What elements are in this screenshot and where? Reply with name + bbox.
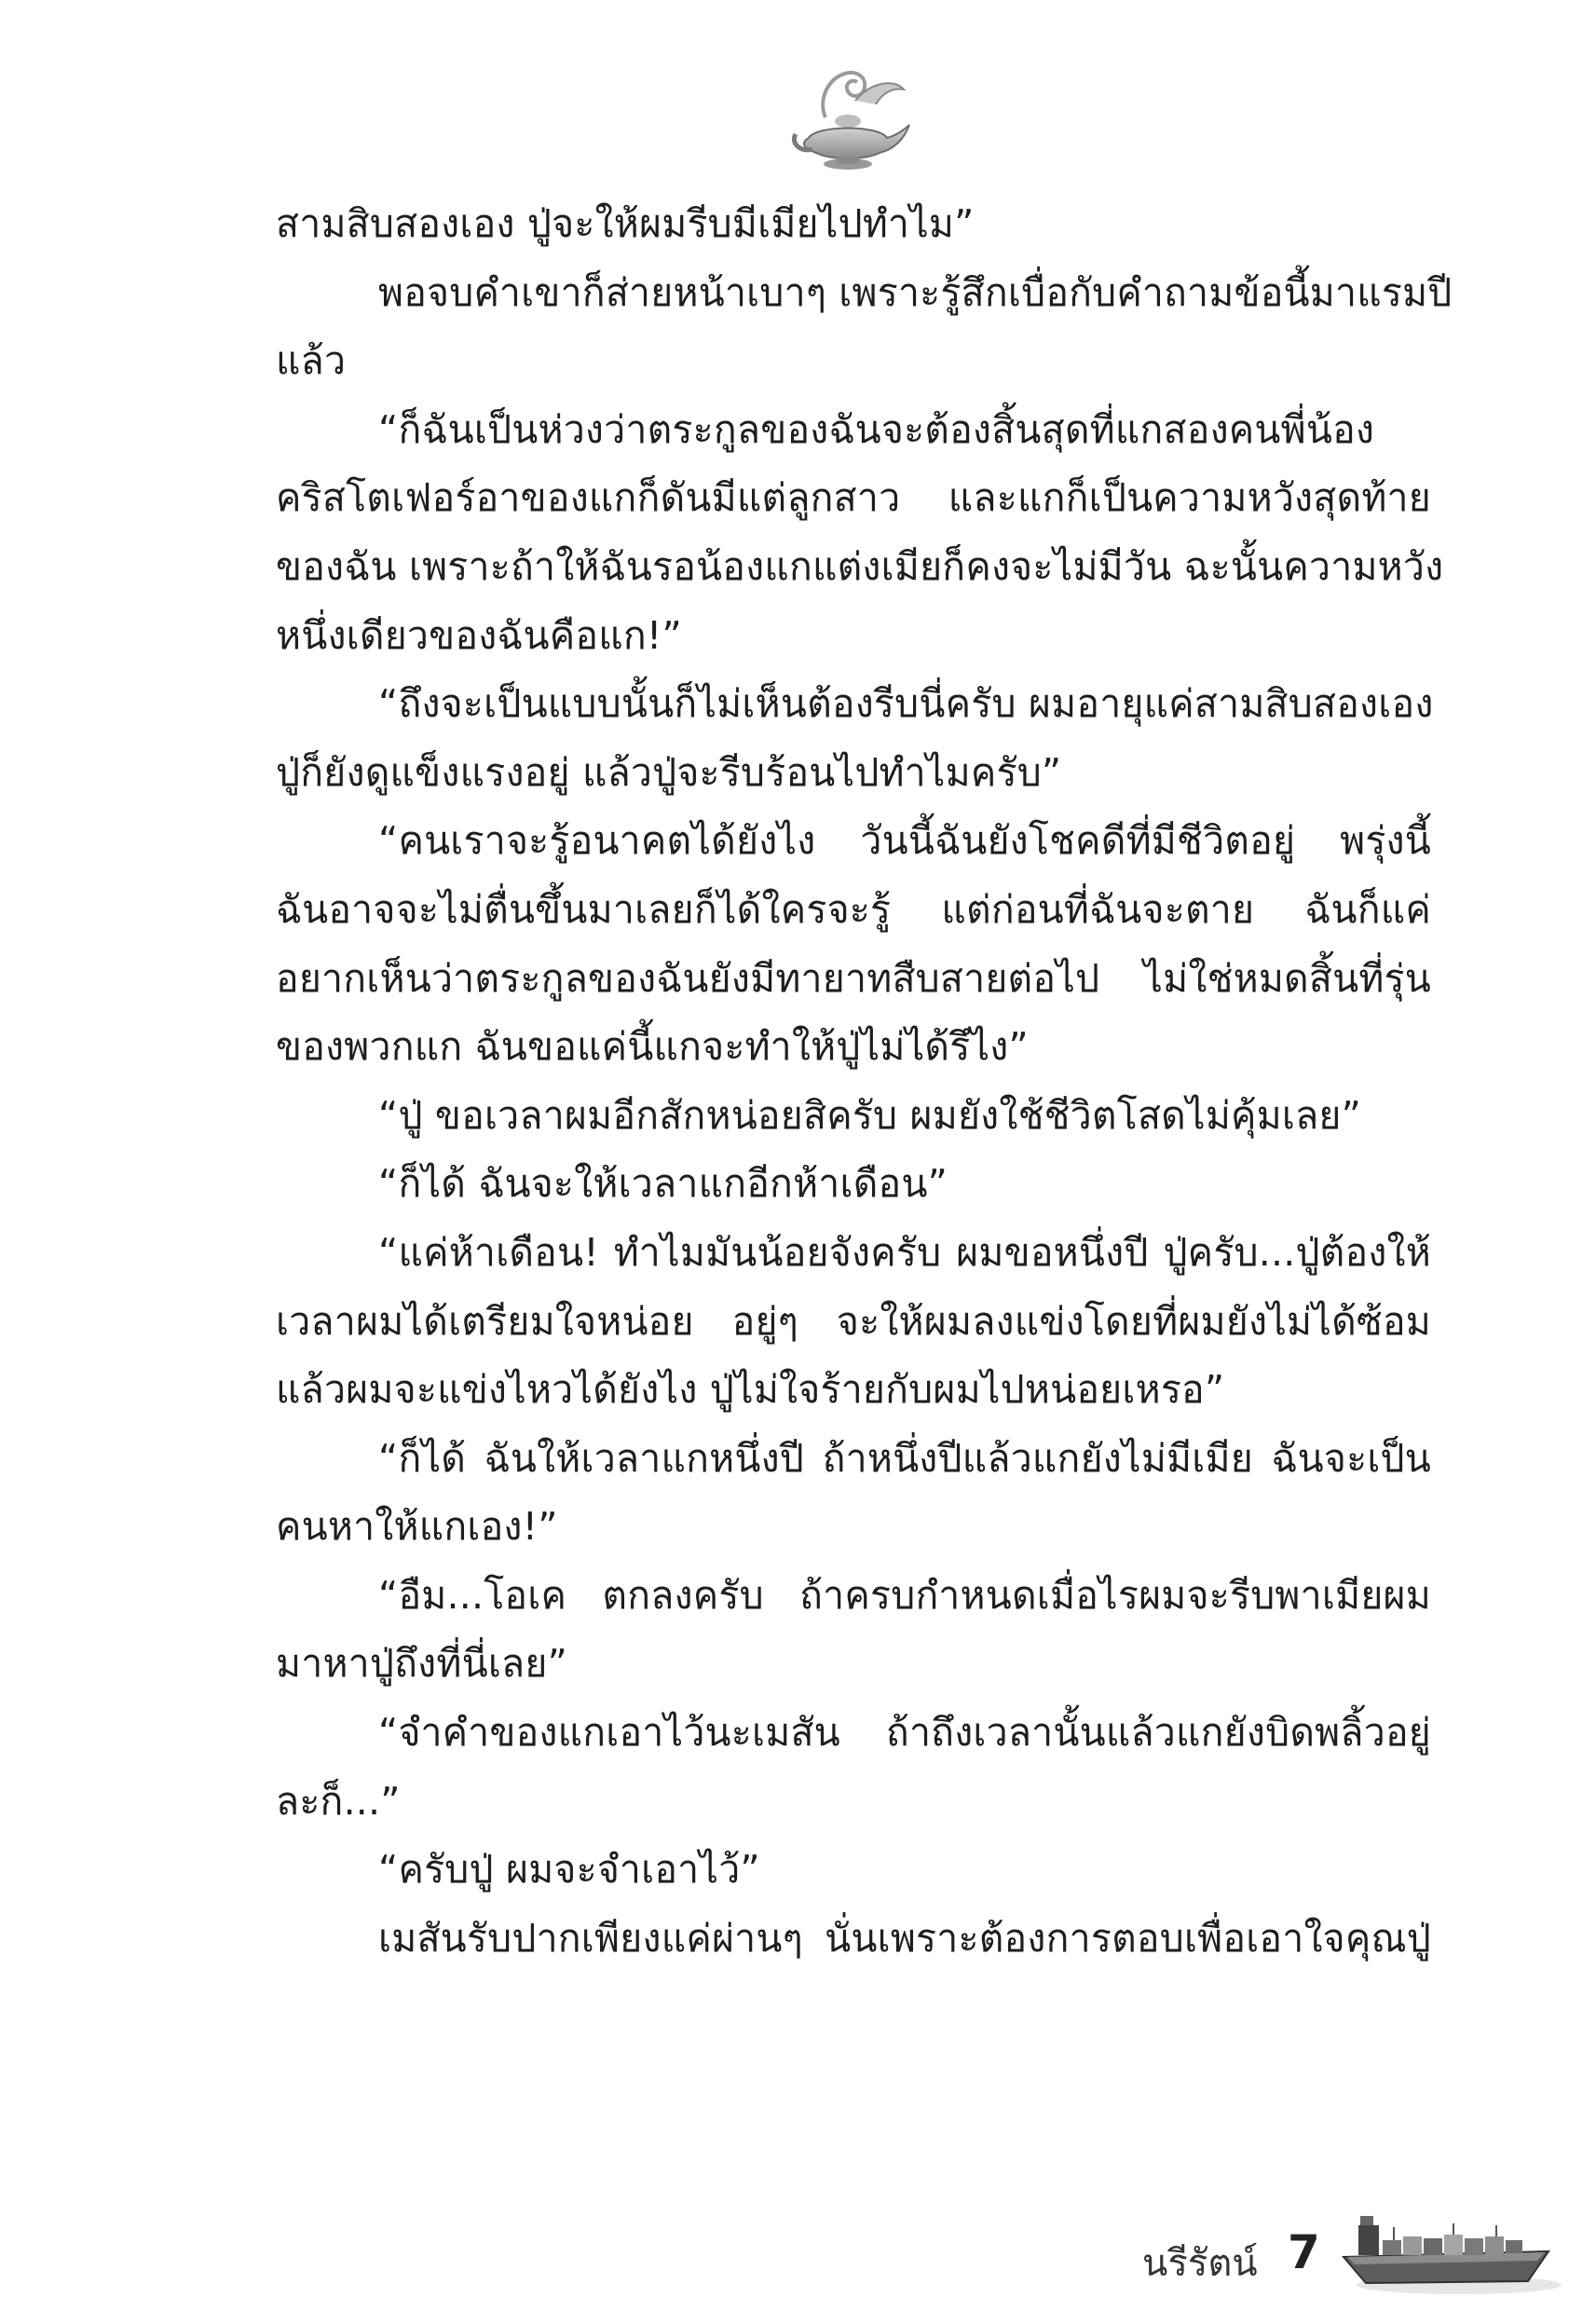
cargo-ship-icon [1338, 2199, 1562, 2302]
text-line: ละก็...” [276, 1778, 401, 1824]
page-footer [1142, 2199, 1562, 2311]
text-line: คริสโตเฟอร์อาของแกก็ดันมีแต่ลูกสาว และแกก็เป็นความหวังสุดท้าย [276, 475, 1431, 521]
text-line: “คนเราจะรู้อนาคตได้ยังไง วันนี้ฉันยังโชคดีที่มีชีวิตอยู่ พรุ่งนี้ [378, 818, 1431, 864]
text-line: อยากเห็นว่าตระกูลของฉันยังมีทายาทสืบสายต่อไป ไม่ใช่หมดสิ้นที่รุ่น [276, 955, 1431, 1001]
text-line: สามสิบสองเอง ปู่จะให้ผมรีบมีเมียไปทำไม” [276, 201, 975, 246]
text-line: ของพวกแก ฉันขอแค่นี้แกจะทำให้ปู่ไม่ได้รึไง” [276, 1024, 1029, 1070]
text-line: “ก็ได้ ฉันจะให้เวลาแกอีกห้าเดือน” [378, 1161, 948, 1207]
text-line: “ครับปู่ ผมจะจำเอาไว้” [378, 1847, 760, 1893]
text-line: “ปู่ ขอเวลาผมอีกสักหน่อยสิครับ ผมยังใช้ชีวิตโสดไม่คุ้มเลย” [378, 1092, 1362, 1138]
chapter-text [276, 190, 1453, 1973]
text-line: แล้ว [276, 338, 347, 384]
page-number: 7 [1288, 2225, 1320, 2279]
text-line: ปู่ก็ยังดูแข็งแรงอยู่ แล้วปู่จะรีบร้อนไปทำไมครับ” [276, 749, 1062, 795]
text-line: เวลาผมได้เตรียมใจหน่อย อยู่ๆ จะให้ผมลงแข่งโดยที่ผมยังไม่ได้ซ้อม [276, 1298, 1431, 1344]
text-line: พอจบคำเขาก็ส่ายหน้าเบาๆ เพราะรู้สึกเบื่อกับคำถามข้อนี้มาแรมปี [378, 269, 1453, 315]
text-line: แล้วผมจะแข่งไหวได้ยังไง ปู่ไม่ใจร้ายกับผมไปหน่อยเหรอ” [276, 1367, 1225, 1413]
text-line: “จำคำของแกเอาไว้นะเมสัน ถ้าถึงเวลานั้นแล้วแกยังบิดพลิ้วอยู่ [378, 1710, 1431, 1756]
text-line: ของฉัน เพราะถ้าให้ฉันรอน้องแกแต่งเมียก็คงจะไม่มีวัน ฉะนั้นความหวัง [276, 543, 1444, 589]
text-line: มาหาปู่ถึงที่นี่เลย” [276, 1641, 568, 1687]
text-line: ฉันอาจจะไม่ตื่นขึ้นมาเลยก็ได้ใครจะรู้ แต่ก่อนที่ฉันจะตาย ฉันก็แค่ [276, 886, 1431, 932]
text-line: หนึ่งเดียวของฉันคือแก!” [276, 612, 682, 658]
text-line: “ก็ฉันเป็นห่วงว่าตระกูลของฉันจะต้องสิ้นสุดที่แกสองคนพี่น้อง [378, 406, 1375, 452]
text-line: “อืม...โอเค ตกลงครับ ถ้าครบกำหนดเมื่อไรผมจะรีบพาเมียผม [378, 1572, 1431, 1618]
text-line: เมสันรับปากเพียงแค่ผ่านๆ นั่นเพราะต้องการตอบเพื่อเอาใจคุณปู่ [378, 1915, 1431, 1961]
author-name: นรีรัตน์ [1142, 2242, 1258, 2285]
text-line: “แค่ห้าเดือน! ทำไมมันน้อยจังครับ ผมขอหนึ่งปี ปู่ครับ...ปู่ต้องให้ [378, 1229, 1431, 1275]
genie-lamp-icon [790, 63, 913, 179]
text-line: “ถึงจะเป็นแบบนั้นก็ไม่เห็นต้องรีบนี่ครับ ผมอายุแค่สามสิบสองเอง [378, 681, 1434, 727]
text-line: คนหาให้แกเอง!” [276, 1504, 558, 1550]
text-line: “ก็ได้ ฉันให้เวลาแกหนึ่งปี ถ้าหนึ่งปีแล้วแกยังไม่มีเมีย ฉันจะเป็น [378, 1435, 1431, 1481]
